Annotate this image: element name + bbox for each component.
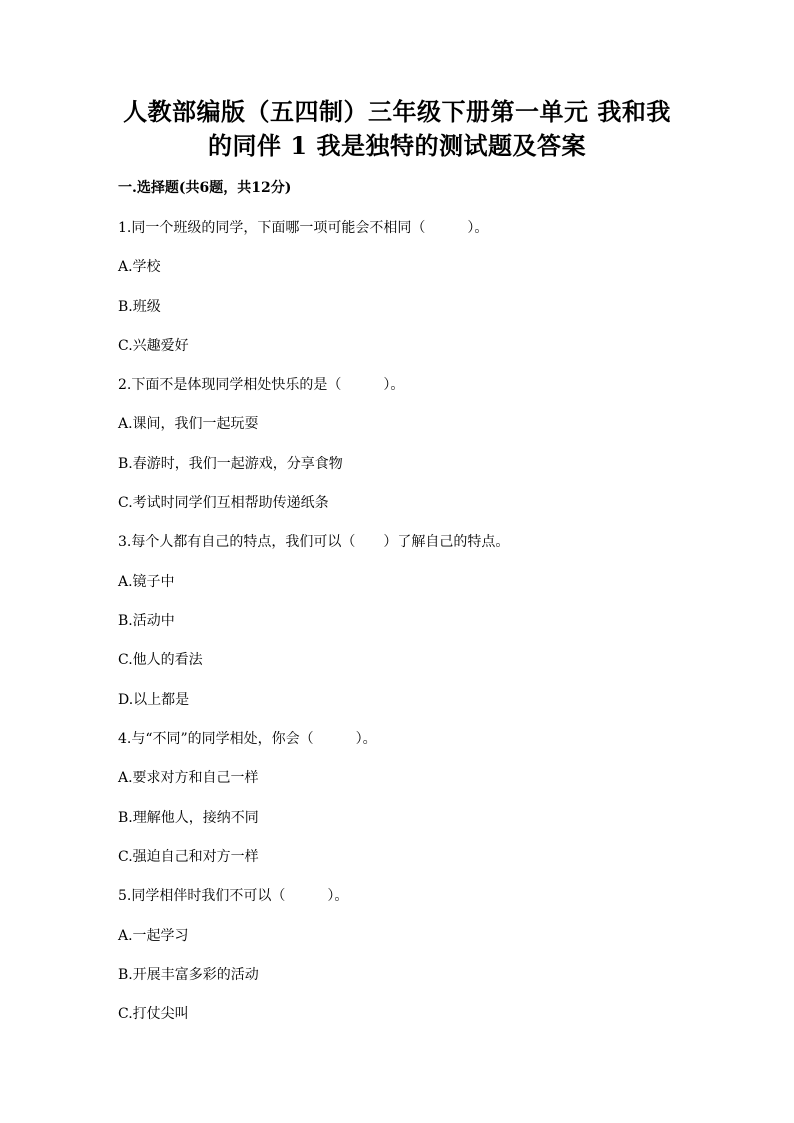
question-2-stem: 2.下面不是体现同学相处快乐的是（ ）。 bbox=[118, 377, 405, 393]
question-5-option-a: A.一起学习 bbox=[118, 928, 189, 944]
question-4-option-a: A.要求对方和自己一样 bbox=[118, 770, 259, 786]
question-3-option-c: C.他人的看法 bbox=[118, 652, 203, 668]
section-heading: 一.选择题(共6题，共12分) bbox=[118, 180, 292, 196]
question-3-option-a: A.镜子中 bbox=[118, 574, 175, 590]
question-2-option-a: A.课间，我们一起玩耍 bbox=[118, 416, 259, 432]
question-4-option-b: B.理解他人，接纳不同 bbox=[118, 810, 259, 826]
question-5-stem: 5.同学相伴时我们不可以（ ）。 bbox=[118, 888, 349, 904]
question-2-option-c: C.考试时同学们互相帮助传递纸条 bbox=[118, 495, 329, 511]
question-5-option-b: B.开展丰富多彩的活动 bbox=[118, 967, 259, 983]
question-4-stem: 4.与“不同”的同学相处，你会（ ）。 bbox=[118, 731, 377, 747]
question-1-option-b: B.班级 bbox=[118, 299, 161, 315]
question-5-option-c: C.打仗尖叫 bbox=[118, 1006, 189, 1022]
question-1-option-a: A.学校 bbox=[118, 259, 161, 275]
question-4-option-c: C.强迫自己和对方一样 bbox=[118, 849, 259, 865]
question-1-stem: 1.同一个班级的同学，下面哪一项可能会不相同（ ）。 bbox=[118, 220, 489, 236]
question-3-option-b: B.活动中 bbox=[118, 613, 175, 629]
question-1-option-c: C.兴趣爱好 bbox=[118, 338, 189, 354]
question-3-option-d: D.以上都是 bbox=[118, 692, 190, 708]
question-2-option-b: B.春游时，我们一起游戏，分享食物 bbox=[118, 456, 343, 472]
question-3-stem: 3.每个人都有自己的特点，我们可以（ ）了解自己的特点。 bbox=[118, 534, 510, 550]
document-title-line-1: 人教部编版（五四制）三年级下册第一单元 我和我 bbox=[123, 97, 671, 126]
document-title-line-2: 的同伴 1 我是独特的测试题及答案 bbox=[208, 131, 586, 160]
